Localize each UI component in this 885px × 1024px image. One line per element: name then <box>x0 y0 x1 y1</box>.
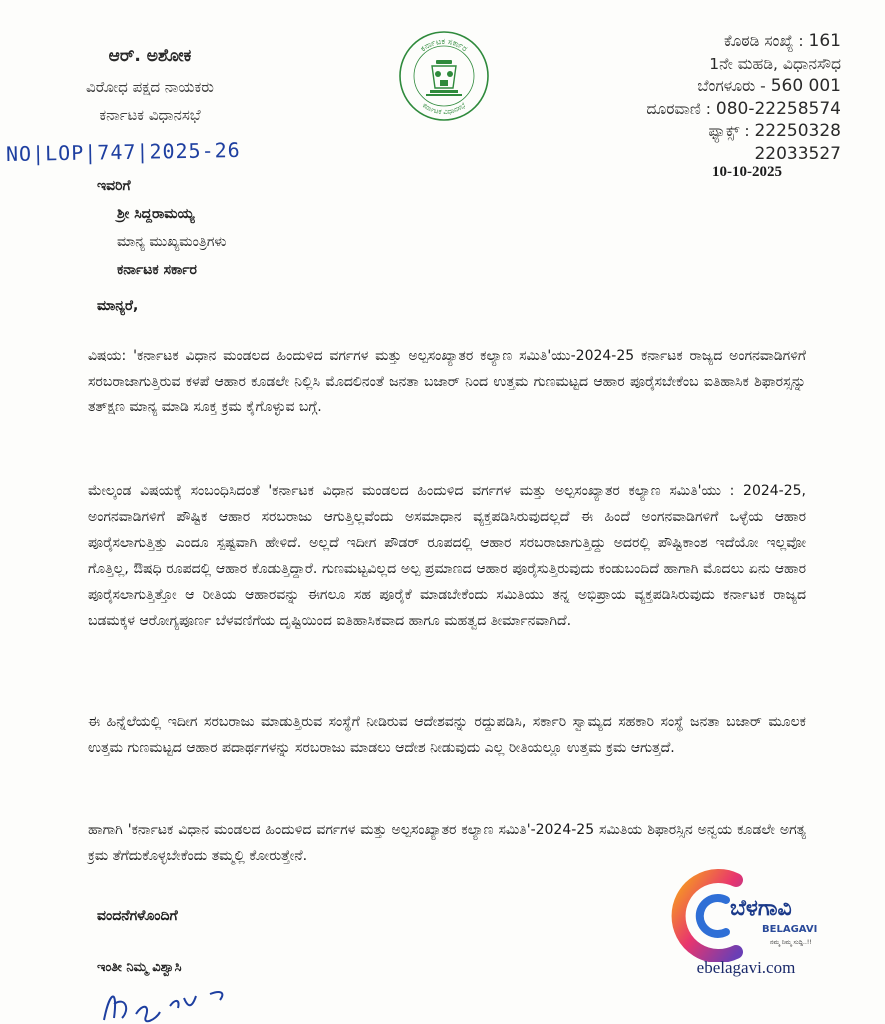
building-address: 1ನೇ ಮಹಡಿ, ವಿಧಾನಸೌಧ <box>709 54 841 73</box>
city-label: ಬೆಂಗಳೂರು - <box>697 77 771 95</box>
addressee-name: ಶ್ರೀ ಸಿದ್ದರಾಮಯ್ಯ <box>117 206 195 222</box>
reference-number: NO|LOP|747|2025-26 <box>5 137 241 167</box>
pincode: 560 001 <box>770 76 841 96</box>
svg-text:ಕರ್ನಾಟಕ ವಿಧಾನಸಭೆ <box>421 101 468 116</box>
brand-url: ebelagavi.com <box>696 958 796 977</box>
contact-block <box>646 30 841 165</box>
state-emblem-icon <box>396 28 492 124</box>
phone-number: 080-22258574 <box>715 98 841 119</box>
body-paragraph-2: ಈ ಹಿನ್ನೆಲೆಯಲ್ಲಿ ಇದೀಗ ಸರಬರಾಜು ಮಾಡುತ್ತಿರುವ ಸಂಸ್ಥೆಗೆ ನೀಡಿರುವ ಆದೇಶವನ್ನು ರದ್ದುಪಡಿಸಿ, ಸರ್ಕಾರಿ ಸ್ವಾಮ್ಯದ ಸಹಕಾರಿ ಸಂಸ್ಥೆ ಜನತಾ ಬಜಾರ್ ಮೂಲಕ ಉತ್ತಮ ಗುಣಮಟ್ಟದ ಆಹಾರ ಪದಾರ್ಥಗಳನ್ನು ಸರಬರಾಜು ಮಾಡಲು ಆದೇಶ ನೀಡುವುದು ಎಲ್ಲ ರೀತಿಯಲ್ಲೂ ಉತ್ತಮ ಕ್ರಮ ಆಗುತ್ತದೆ. <box>88 714 806 756</box>
closing-greeting: ವಂದನೆಗಳೊಂದಿಗೆ <box>97 908 178 924</box>
subject-paragraph: ವಿಷಯ: 'ಕರ್ನಾಟಕ ವಿಧಾನ ಮಂಡಲದ ಹಿಂದುಳಿದ ವರ್ಗಗಳ ಮತ್ತು ಅಲ್ಪಸಂಖ್ಯಾತರ ಕಲ್ಯಾಣ ಸಮಿತಿ'ಯು-2024-25 ಕರ್ನಾಟಕ ರಾಜ್ಯದ ಅಂಗನವಾಡಿಗಳಿಗೆ ಸರಬರಾಜಾಗುತ್ತಿರುವ ಕಳಪೆ ಆಹಾರ ಕೂಡಲೇ ನಿಲ್ಲಿಸಿ ಮೊದಲಿನಂತೆ ಜನತಾ ಬಜಾರ್ ನಿಂದ ಉತ್ತಮ ಗುಣಮಟ್ಟದ ಆಹಾರ ಪೂರೈಸಬೇಕೆಂಬ ಐತಿಹಾಸಿಕ ಶಿಫಾರಸ್ಸನ್ನು ತತ್‌ಕ್ಷಣ ಮಾನ್ಯ ಮಾಡಿ ಸೂಕ್ತ ಕ್ರಮ ಕೈಗೊಳ್ಳುವ ಬಗ್ಗೆ. <box>88 348 806 416</box>
phone-label: ದೂರವಾಣಿ : <box>646 99 716 118</box>
body-paragraph-1: ಮೇಲ್ಕಂಡ ವಿಷಯಕ್ಕೆ ಸಂಬಂಧಿಸಿದಂತೆ 'ಕರ್ನಾಟಕ ವಿಧಾನ ಮಂಡಲದ ಹಿಂದುಳಿದ ವರ್ಗಗಳ ಮತ್ತು ಅಲ್ಪಸಂಖ್ಯಾತರ ಕಲ್ಯಾಣ ಸಮಿತಿ'ಯು : 2024-25, ಅಂಗನವಾಡಿಗಳಿಗೆ ಪೌಷ್ಟಿಕ ಆಹಾರ ಸರಬರಾಜು ಆಗುತ್ತಿಲ್ಲವೆಂದು ಅಸಮಾಧಾನ ವ್ಯಕ್ತಪಡಿಸಿರುವುದಲ್ಲದೆ ಈ ಹಿಂದೆ ಅಂಗನವಾಡಿಗಳಿಗೆ ಒಳ್ಳೆಯ ಆಹಾರ ಪೂರೈಸಲಾಗುತ್ತಿತ್ತು ಎಂದೂ ಸ್ಪಷ್ಟವಾಗಿ ಹೇಳಿದೆ. ಅಲ್ಲದೆ ಇದೀಗ ಪೌಡರ್ ರೂಪದಲ್ಲಿ ಆಹಾರ ಸರಬರಾಜಾಗುತ್ತಿದ್ದು ಅದರಲ್ಲಿ ಪೌಷ್ಟಿಕಾಂಶ ಇದೆಯೋ ಇಲ್ಲವೋ ಗೊತ್ತಿಲ್ಲ, ಔಷಧಿ ರೂಪದಲ್ಲಿ ಆಹಾರ ಕೊಡುತ್ತಿದ್ದಾರೆ. ಗುಣಮಟ್ಟವಿಲ್ಲದ ಅಲ್ಪ ಪ್ರಮಾಣದ ಆಹಾರ ಪೂರೈಸುತ್ತಿರುವುದು ಕಂಡುಬಂದಿದೆ ಹಾಗಾಗಿ ಮೊದಲು ಏನು ಆಹಾರ ಪೂರೈಸಲಾಗುತ್ತಿತ್ತೋ ಆ ರೀತಿಯ ಆಹಾರವನ್ನು ಈಗಲೂ ಸಹ ಪೂರೈಕೆ ಮಾಡಬೇಕೆಂದು ಸಮಿತಿಯು ತನ್ನ ಅಭಿಪ್ರಾಯ ವ್ಯಕ್ತಪಡಿಸಿರುವುದು ಕರ್ನಾಟಕ ರಾಜ್ಯದ ಬಡಮಕ್ಕಳ ಆರೋಗ್ಯಪೂರ್ಣ ಬೆಳವಣಿಗೆಯ ದೃಷ್ಟಿಯಿಂದ ಐತಿಹಾಸಿಕವಾದ ಹಾಗೂ ಮಹತ್ವದ ತೀರ್ಮಾನವಾಗಿದೆ. <box>88 483 806 629</box>
emblem-top-text: ಕರ್ನಾಟಕ ಸರ್ಕಾರ <box>418 36 470 54</box>
sender-name: ಆರ್. ಅಶೋಕ <box>108 46 192 66</box>
addressee-block <box>97 172 226 284</box>
fax-number-1: 22250328 <box>754 121 841 141</box>
addressee-organization: ಕರ್ನಾಟಕ ಸರ್ಕಾರ <box>117 262 197 278</box>
emblem-bottom-text: ಕರ್ನಾಟಕ ವಿಧಾನಸಭೆ <box>420 101 468 117</box>
addressee-title: ಮಾನ್ಯ ಮುಖ್ಯಮಂತ್ರಿಗಳು <box>117 234 227 250</box>
sender-role: ವಿರೋಧ ಪಕ್ಷದ ನಾಯಕರು <box>86 78 214 96</box>
letter-date: 10-10-2025 <box>712 164 782 180</box>
salutation: ಮಾನ್ಯರೆ, <box>97 298 139 314</box>
brand-subtitle: BELAGAVI <box>762 924 818 935</box>
addressee-to: ಇವರಿಗೆ <box>97 178 131 194</box>
room-number: 161 <box>808 31 841 51</box>
fax-label: ಫ್ಯಾಕ್ಸ್ : <box>708 122 755 140</box>
signature <box>100 980 320 1024</box>
brand-title: ಬೆಳಗಾವಿ <box>730 896 792 921</box>
room-label: ಕೊಠಡಿ ಸಂಖ್ಯೆ : <box>723 32 809 50</box>
ebelagavi-logo <box>666 866 830 962</box>
brand-tagline: ನಮ್ಮ ನಿಮ್ಮ ಸುದ್ದಿ..!! <box>770 939 812 946</box>
svg-text:ಕರ್ನಾಟಕ ಸರ್ಕಾರ <box>419 37 469 53</box>
fax-number-2: 22033527 <box>754 143 841 164</box>
sender-organization: ಕರ್ನಾಟಕ ವಿಧಾನಸಭೆ <box>99 106 201 124</box>
closing-yours: ಇಂತೀ ನಿಮ್ಮ ವಿಶ್ವಾಸಿ <box>97 960 182 975</box>
body-paragraph-3: ಹಾಗಾಗಿ 'ಕರ್ನಾಟಕ ವಿಧಾನ ಮಂಡಲದ ಹಿಂದುಳಿದ ವರ್ಗಗಳ ಮತ್ತು ಅಲ್ಪಸಂಖ್ಯಾತರ ಕಲ್ಯಾಣ ಸಮಿತಿ'-2024-25 ಸಮಿತಿಯ ಶಿಫಾರಸ್ಸಿನ ಅನ್ವಯ ಕೂಡಲೇ ಅಗತ್ಯ ಕ್ರಮ ತೆಗೆದುಕೊಳ್ಳಬೇಕೆಂದು ತಮ್ಮಲ್ಲಿ ಕೋರುತ್ತೇನೆ. <box>88 822 806 864</box>
